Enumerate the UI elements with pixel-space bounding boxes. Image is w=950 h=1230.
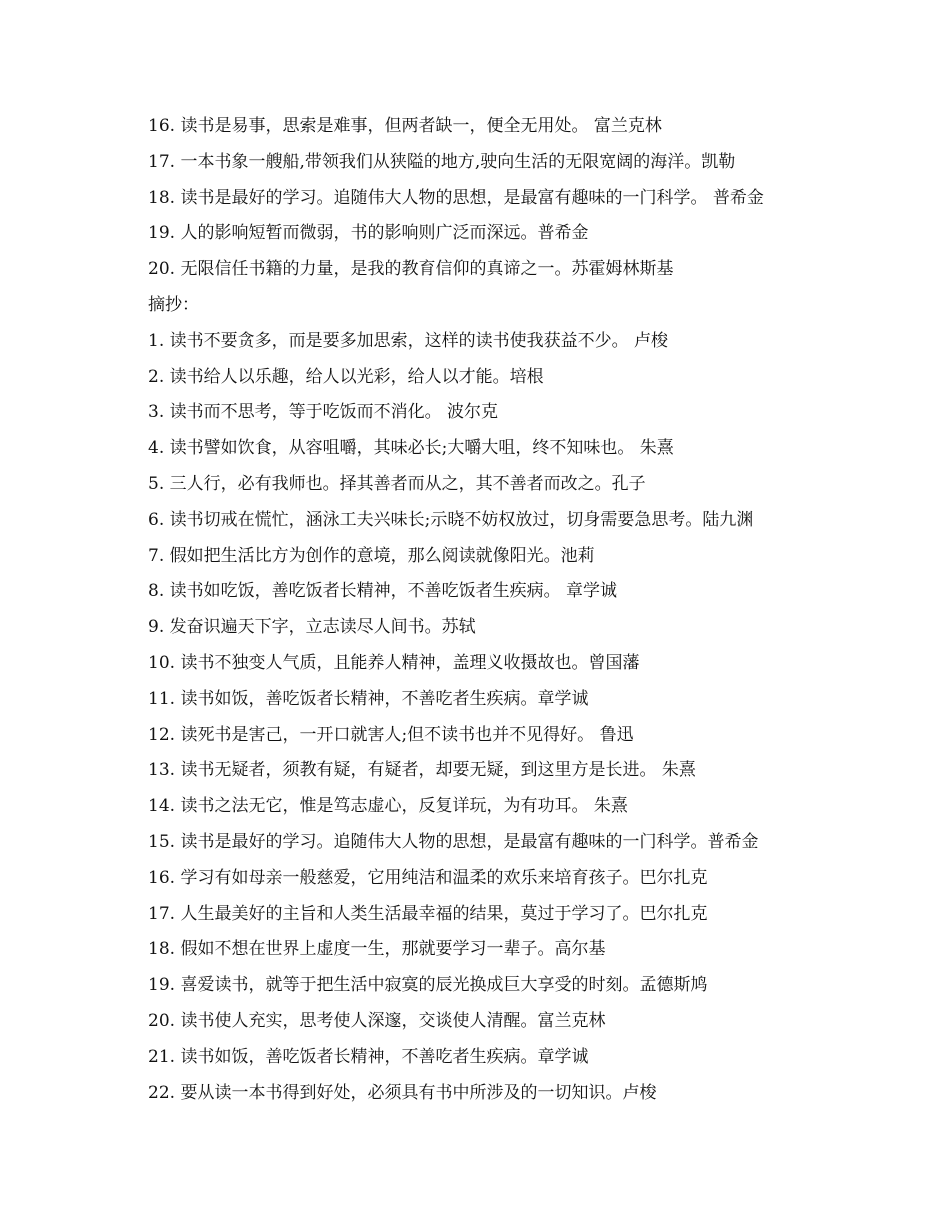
quote-line: 22. 要从读一本书得到好处，必须具有书中所涉及的一切知识。卢梭 — [148, 1082, 657, 1103]
quote-line: 5. 三人行，必有我师也。择其善者而从之，其不善者而改之。孔子 — [148, 473, 646, 494]
quote-line: 6. 读书切戒在慌忙，涵泳工夫兴味长;示晓不妨权放过，切身需要急思考。陆九渊 — [148, 509, 754, 530]
quote-line: 9. 发奋识遍天下字，立志读尽人间书。苏轼 — [148, 617, 476, 638]
quote-line: 17. 一本书象一艘船,带领我们从狭隘的地方,驶向生活的无限宽阔的海洋。凯勒 — [148, 151, 736, 172]
quote-line: 4. 读书譬如饮食，从容咀嚼，其味必长;大嚼大咀，终不知味也。 朱熹 — [148, 438, 674, 459]
quote-line: 16. 学习有如母亲一般慈爱，它用纯洁和温柔的欢乐来培育孩子。巴尔扎克 — [148, 867, 708, 888]
quote-line: 1. 读书不要贪多，而是要多加思索，这样的读书使我获益不少。 卢梭 — [148, 330, 669, 351]
quote-line: 8. 读书如吃饭，善吃饭者长精神，不善吃饭者生疾病。 章学诚 — [148, 581, 618, 602]
quote-line: 15. 读书是最好的学习。追随伟大人物的思想，是最富有趣味的一门科学。普希金 — [148, 831, 759, 852]
quote-line: 21. 读书如饭，善吃饭者长精神，不善吃者生疾病。章学诚 — [148, 1046, 589, 1067]
quote-line: 19. 人的影响短暂而微弱，书的影响则广泛而深远。普希金 — [148, 223, 589, 244]
quote-line: 17. 人生最美好的主旨和人类生活最幸福的结果，莫过于学习了。巴尔扎克 — [148, 903, 708, 924]
quote-line: 12. 读死书是害己，一开口就害人;但不读书也并不见得好。 鲁迅 — [148, 724, 634, 745]
quote-line: 18. 假如不想在世界上虚度一生，那就要学习一辈子。高尔基 — [148, 939, 606, 960]
quote-line: 3. 读书而不思考，等于吃饭而不消化。 波尔克 — [148, 402, 499, 423]
quote-line: 14. 读书之法无它，惟是笃志虚心，反复详玩，为有功耳。 朱熹 — [148, 796, 628, 817]
quote-line: 20. 无限信任书籍的力量，是我的教育信仰的真谛之一。苏霍姆林斯基 — [148, 259, 674, 280]
document-body — [148, 109, 848, 1111]
quote-line: 16. 读书是易事，思索是难事，但两者缺一，便全无用处。 富兰克林 — [148, 116, 662, 136]
quote-line: 7. 假如把生活比方为创作的意境，那么阅读就像阳光。池莉 — [148, 545, 595, 566]
quote-line: 11. 读书如饭，善吃饭者长精神，不善吃者生疾病。章学诚 — [148, 688, 589, 709]
quote-line: 2. 读书给人以乐趣，给人以光彩，给人以才能。培根 — [148, 366, 544, 387]
quote-line: 18. 读书是最好的学习。追随伟大人物的思想，是最富有趣味的一门科学。 普希金 — [148, 187, 764, 208]
quote-line: 19. 喜爱读书，就等于把生活中寂寞的辰光换成巨大享受的时刻。孟德斯鸠 — [148, 975, 708, 996]
quote-line: 20. 读书使人充实，思考使人深邃，交谈使人清醒。富兰克林 — [148, 1010, 606, 1031]
quote-line: 13. 读书无疑者，须教有疑，有疑者，却要无疑，到这里方是长进。 朱熹 — [148, 760, 696, 781]
section-heading: 摘抄： — [148, 294, 199, 315]
quote-line: 10. 读书不独变人气质，且能养人精神，盖理义收摄故也。曾国藩 — [148, 652, 640, 673]
